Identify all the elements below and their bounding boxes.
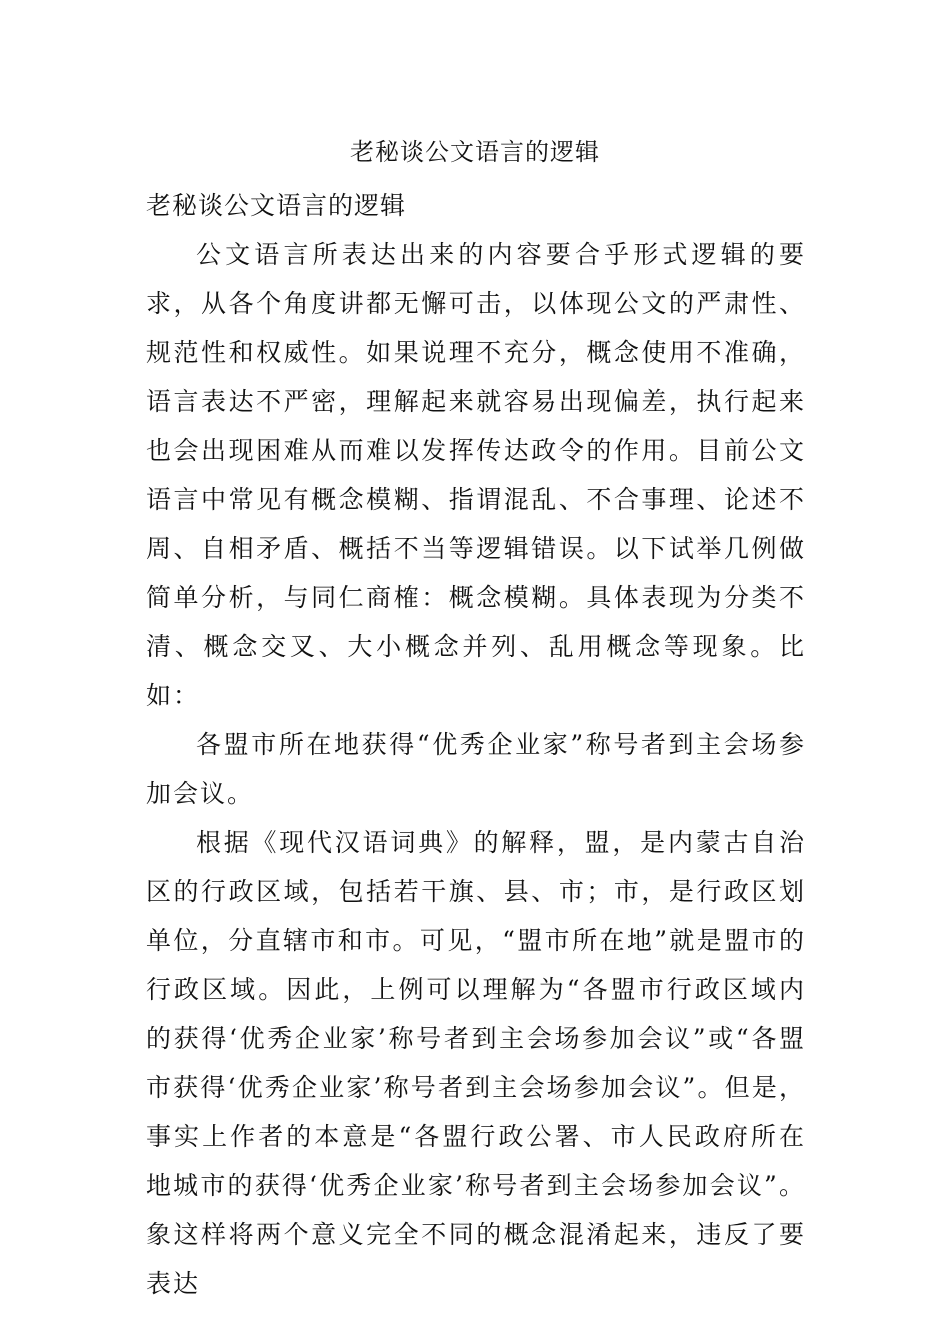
document-title: 老秘谈公文语言的逻辑 [350,138,600,166]
paragraph: 根据《现代汉语词典》的解释，盟，是内蒙古自治区的行政区域，包括若干旗、县、市；市，是行政区划单位，分直辖市和市。可见，“盟市所在地”就是盟市的行政区域。因此，上例可以理解为“各盟市行政区域内的获得‘优秀企业家’称号者到主会场参加会议”或“各盟市获得‘优秀企业家’称号者到主会场参加会议”。但是，事实上作者的本意是“各盟行政公署、市人民政府所在地城市的获得‘优秀企业家’称号者到主会场参加会议”。象这样将两个意义完全不同的概念混淆起来，违反了要表达 [146,828,806,1298]
paragraph: 公文语言所表达出来的内容要合乎形式逻辑的要求，从各个角度讲都无懈可击，以体现公文的严肃性、规范性和权威性。如果说理不充分，概念使用不准确，语言表达不严密，理解起来就容易出现偏差，执行起来也会出现困难从而难以发挥传达政令的作用。目前公文语言中常见有概念模糊、指谓混乱、不合事理、论述不周、自相矛盾、概括不当等逻辑错误。以下试举几例做简单分析，与同仁商榷：概念模糊。具体表现为分类不清、概念交叉、大小概念并列、乱用概念等现象。比如： [146,240,806,710]
document-subtitle: 老秘谈公文语言的逻辑 [146,191,407,220]
paragraph: 各盟市所在地获得“优秀企业家”称号者到主会场参加会议。 [146,730,806,808]
document-body [146,181,806,1308]
